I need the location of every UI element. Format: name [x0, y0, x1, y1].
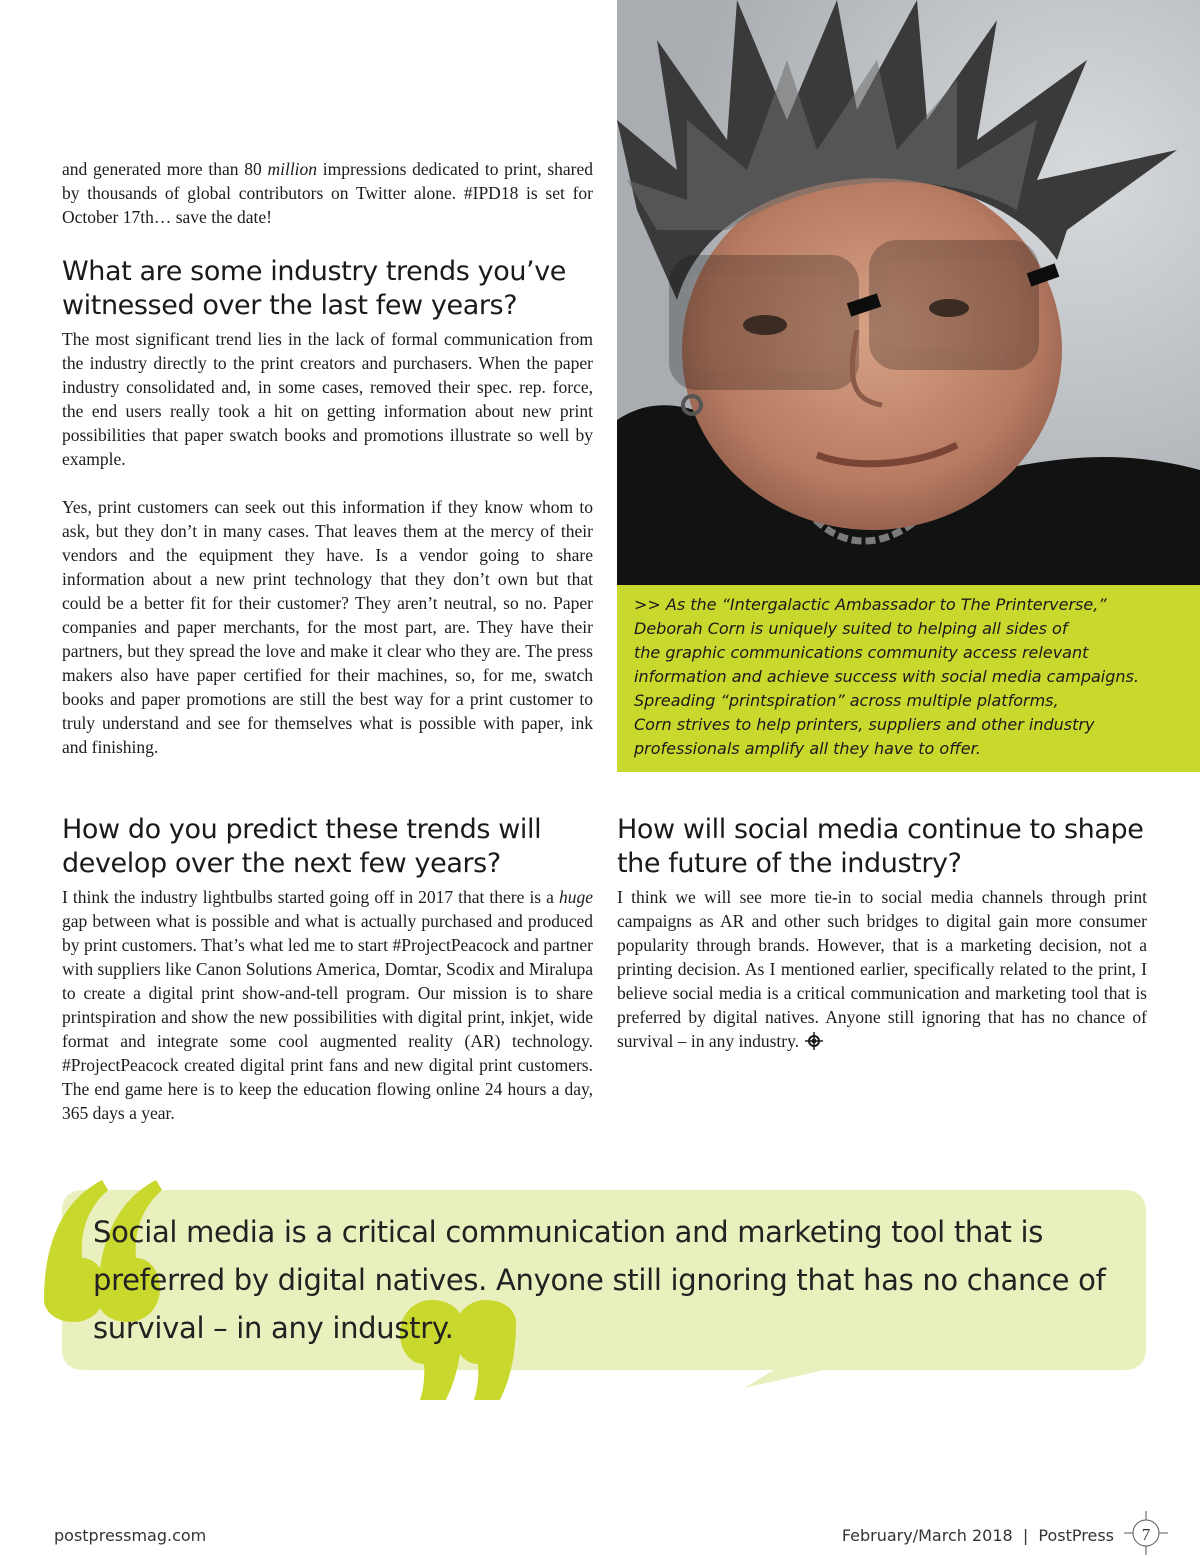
section-industry-trends: [62, 255, 593, 759]
trends-paragraph-1: The most significant trend lies in the lack of formal communication from the industry directly to the print creators and purchasers. When the paper industry consolidated and, in some cases, removed their spec. rep. force, the end users really took a hit on getting information about new print possibilities that paper swatch books and promotions illustrate so well by example.: [62, 329, 593, 469]
photo-caption-box: [617, 585, 1200, 772]
crosshair-end-mark-icon: [805, 1032, 823, 1050]
footer-issue-text: February/March 2018 | PostPress: [841, 1526, 1114, 1545]
section-heading-trends: What are some industry trends you’ve witnessed over the last few years?: [62, 256, 567, 321]
footer-website: postpressmag.com: [54, 1526, 207, 1545]
intro-text-italic: million: [267, 159, 318, 179]
predict-text-part2: gap between what is possible and what is actually purchased and produced by print customers. That’s what led me to start #ProjectPeacock and partner with suppliers like Canon Solutions America, Domtar, Scodix and Miralupa to create a digital print show-and-tell program. Our mission is to share printspiration and show the new possibilities with digital print, inkjet, wide format and integrate some cool augmented reality (AR) technology. #ProjectPeacock created digital print fans and new digital print customers. The end game here is to keep the education flowing online 24 hours a day, 365 days a year.: [62, 911, 593, 1123]
section-heading-predict: How do you predict these trends will develop over the next few years?: [62, 814, 542, 879]
intro-text-part1: and generated more than 80: [62, 159, 268, 179]
predict-paragraph: [62, 885, 593, 1125]
section-heading-social: How will social media continue to shape the future of the industry?: [617, 814, 1144, 879]
intro-paragraph: [62, 157, 593, 229]
portrait-illustration: [617, 0, 1200, 585]
social-paragraph: [617, 885, 1147, 1053]
predict-text-part1: I think the industry lightbulbs started going off in 2017 that there is a: [62, 887, 559, 907]
pull-quote-text: Social media is a critical communication and marketing tool that is preferred by digital natives. Anyone still ignoring that has no chance of survival – in any industry.: [93, 1215, 1106, 1345]
page-number: 7: [1141, 1525, 1151, 1544]
footer-issue: [842, 1526, 1114, 1545]
intro-paragraph-block: [62, 157, 593, 229]
photo-caption: >> As the “Intergalactic Ambassador to The Printerverse,” Deborah Corn is uniquely suited to helping all sides of the graphic communications community access relevant information and achieve success with social media campaigns. Spreading “printspiration” across multiple platforms, Corn strives to help printers, suppliers and other industry professionals amplify all they have to offer.: [634, 595, 1139, 758]
trends-paragraph-2: Yes, print customers can seek out this information if they know whom to ask, but they don’t in many cases. That leaves them at the mercy of their vendors and the equipment they have. Is a vendor going to share information about a new print technology that they don’t own but that could be a better fit for their customer? They aren’t neutral, so no. Paper companies and paper merchants, for the most part, are. They have their partners, but they spread the love and make it clear who they are. The press makers also have paper certified for their machines, so, for me, swatch books and paper promotions are still the best way for a print customer to truly understand and see for themselves what is possible with paper, ink and finishing.: [62, 497, 593, 757]
portrait-photo: [617, 0, 1200, 585]
intro-text-part2: impressions dedicated to print, shared by thousands of global contributors on Twitter alone. #IPD18 is set for October 17th… save the date!: [62, 159, 593, 227]
section-social-media: [617, 813, 1147, 1053]
predict-text-italic: huge: [558, 887, 593, 907]
section-predict-trends: [62, 813, 593, 1125]
social-text: I think we will see more tie-in to social media channels through print campaigns as AR and other such bridges to digital gain more consumer popularity through brands. However, that is a marketing decision, not a printing decision. As I mentioned earlier, specifically related to the print, I believe social media is a critical communication and marketing tool that is preferred by digital natives. Anyone still ignoring that has no chance of survival – in any industry.: [617, 887, 1147, 1051]
